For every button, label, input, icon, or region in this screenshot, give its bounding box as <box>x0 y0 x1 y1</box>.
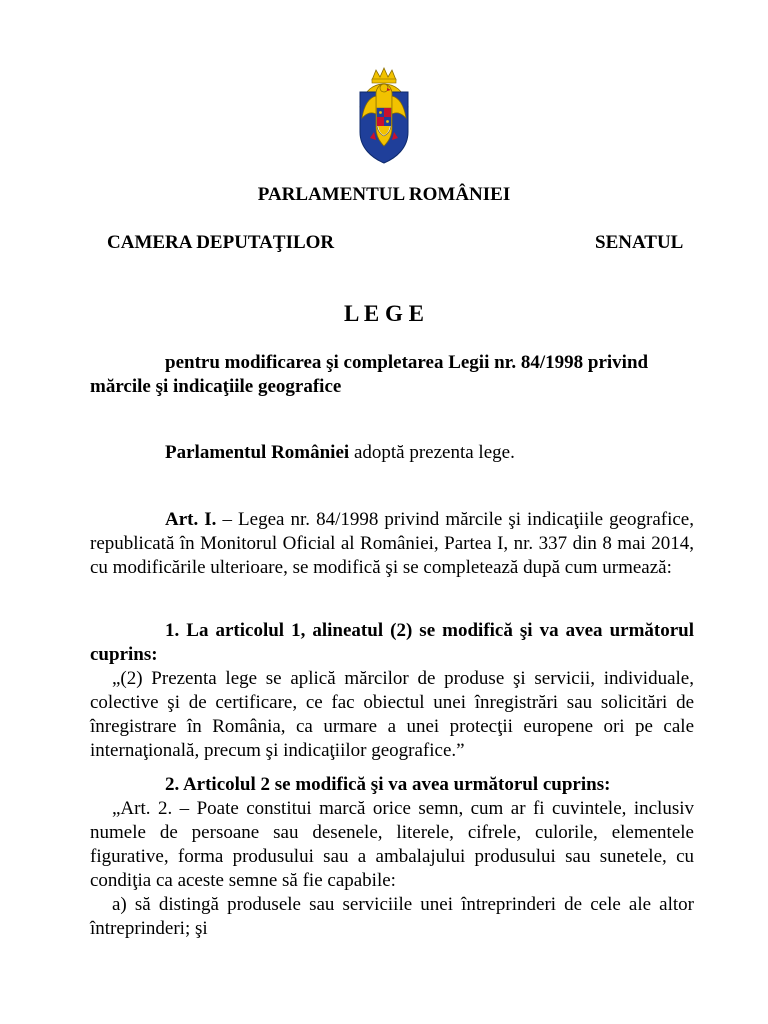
article-1-text: – Legea nr. 84/1998 privind mărcile şi indicaţiile geografice, republicată în Monitorul Oficial al României, Partea I, nr. 337 din 8 mai 2014, cu modificările ulterioare, se modifică şi se completează după cum urmează: <box>90 509 694 578</box>
article-1-label: Art. I. <box>165 509 217 530</box>
law-subtitle-line-1: pentru modificarea şi completarea Legii nr. 84/1998 privind <box>165 352 649 373</box>
senate-heading: SENATUL <box>595 232 684 253</box>
adoption-subject: Parlamentul României <box>165 442 350 463</box>
point-1-text: „(2) Prezenta lege se aplică mărcilor de produse şi servicii, individuale, colective şi de certificare, ce fac obiectul unei înregistrări sau solicitări de înregistrare în România, ca urmare a unei protecţii europene ori pe cale internaţională, precum şi indicaţiilor geografice.” <box>90 668 694 761</box>
point-2-text: „Art. 2. – Poate constitui marcă orice semn, cum ar fi cuvintele, inclusiv numele de persoane sau desenele, literele, cifrele, culorile, elementele figurative, forma produsului sau a ambalajului produsului sau sunetele, cu condiţia ca aceste semne să fie capabile: <box>90 798 694 891</box>
chamber-deputies-heading: CAMERA DEPUTAŢILOR <box>107 232 335 253</box>
point-2 <box>90 773 694 941</box>
adoption-text: adoptă prezenta lege. <box>349 442 515 463</box>
adoption-statement <box>165 441 515 465</box>
parliament-heading: PARLAMENTUL ROMÂNIEI <box>257 184 511 205</box>
point-2-heading: 2. Articolul 2 se modifică şi va avea următorul cuprins: <box>165 774 611 795</box>
law-subtitle-line-2: mărcile şi indicaţiile geografice <box>90 376 342 397</box>
point-1-heading: 1. La articolul 1, alineatul (2) se modifică şi va avea următorul cuprins: <box>90 620 694 665</box>
article-1 <box>90 508 694 580</box>
law-title: L E G E <box>344 301 424 326</box>
point-1 <box>90 619 694 763</box>
coat-of-arms-icon <box>358 66 410 164</box>
point-2-item-a: a) să distingă produsele sau serviciile unei întreprinderi de cele ale altor întreprinderi; şi <box>90 894 694 939</box>
